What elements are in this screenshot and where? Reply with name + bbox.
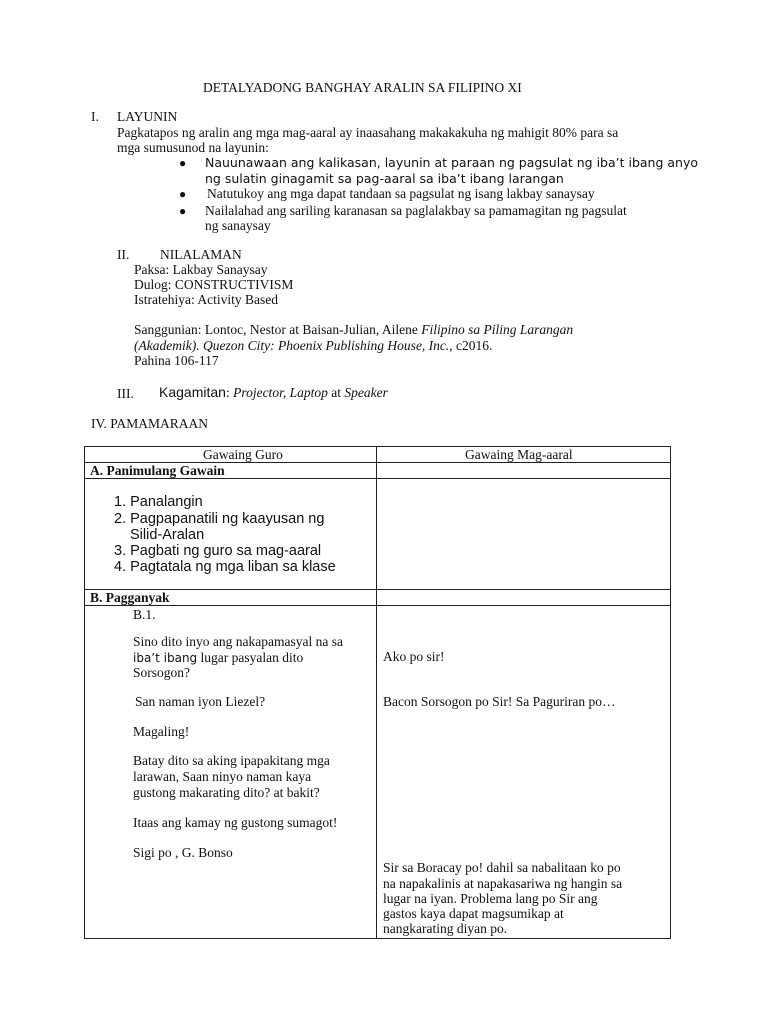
objective-2: Natutukoy ang mga dapat tandaan sa pagsulat ng isang lakbay sanaysay	[207, 186, 595, 201]
list-item: 2. Pagpapanatili ng kaayusan ng	[114, 511, 325, 527]
section1-heading: LAYUNIN	[117, 109, 178, 124]
section-a-empty-cell	[377, 463, 671, 479]
guro-question-1-rest: lugar pasyalan dito	[197, 650, 304, 665]
section2-number: II.	[117, 247, 130, 262]
pamamaraan-table	[84, 446, 671, 939]
section-a-items-cell	[85, 479, 377, 590]
section2-heading: NILALAMAN	[160, 247, 242, 262]
section-b-content-row	[85, 606, 671, 939]
reference-line1	[134, 322, 573, 338]
col2-header: Gawaing Mag-aaral	[465, 447, 573, 462]
table-header-row	[85, 447, 671, 463]
magaaral-content-cell	[377, 606, 671, 939]
section-a-heading: A. Panimulang Gawain	[90, 463, 225, 478]
guro-question-4-line1: Batay dito sa aking ipapakitang mga	[133, 753, 330, 768]
kagamitan-label: Kagamitan	[159, 384, 226, 400]
dulog: Dulog: CONSTRUCTIVISM	[134, 277, 294, 292]
section3-number: III.	[117, 386, 134, 401]
kagamitan-conj: at	[327, 385, 345, 400]
section1-intro-line1: Pagkatapos ng aralin ang mga mag-aaral ay inaasahang makakakuha ng mahigit 80% para sa	[117, 125, 619, 140]
b1-label: B.1.	[133, 607, 156, 622]
guro-question-6: Sigi po , G. Bonso	[133, 845, 233, 860]
bullet-icon: ●	[179, 187, 187, 201]
reference-year: , c2016.	[449, 338, 493, 353]
guro-question-1-line1: Sino dito inyo ang nakapamasyal na sa	[133, 634, 343, 649]
col1-header-cell	[85, 447, 377, 463]
list-item: 4. Pagtatala ng mga liban sa klase	[114, 559, 336, 575]
section-b-empty-cell	[377, 590, 671, 606]
guro-question-1-line3: Sorsogon?	[133, 665, 190, 680]
guro-question-2: San naman iyon Liezel?	[135, 694, 266, 709]
section4-heading: IV. PAMAMARAAN	[91, 416, 209, 431]
magaaral-answer-3-line5: nangkarating diyan po.	[383, 921, 508, 936]
guro-content-cell	[85, 606, 377, 939]
objective-3-line1: Nailalahad ang sariling karanasan sa paglalakbay sa pamamagitan ng pagsulat	[205, 203, 627, 218]
section-a-items-row	[85, 479, 671, 590]
reference-publisher: (Akademik). Quezon City: Phoenix Publishing House, Inc.	[134, 338, 450, 353]
guro-question-5: Itaas ang kamay ng gustong sumagot!	[133, 815, 338, 830]
col1-header: Gawaing Guro	[203, 447, 283, 462]
magaaral-answer-2: Bacon Sorsogon po Sir! Sa Paguriran po…	[383, 694, 616, 709]
list-item: Silid-Aralan	[130, 527, 205, 543]
section-b-cell	[85, 590, 377, 606]
bullet-icon: ●	[179, 204, 187, 218]
reference-prefix: Sanggunian: Lontoc, Nestor at Baisan-Julian, Ailene	[134, 322, 422, 337]
document-title: DETALYADONG BANGHAY ARALIN SA FILIPINO XI	[203, 80, 522, 95]
istratehiya: Istratehiya: Activity Based	[134, 292, 278, 307]
guro-question-3: Magaling!	[133, 724, 190, 739]
objective-1-line1: Nauunawaan ang kalikasan, layunin at paraan ng pagsulat ng iba’t ibang anyo	[205, 155, 699, 170]
kagamitan-colon: :	[225, 385, 234, 400]
guro-question-1-sans: iba’t ibang	[133, 651, 198, 665]
objective-1-line2: ng sulatin ginagamit sa pag-aaral sa iba’t ibang larangan	[205, 171, 564, 186]
objective-3-line2: ng sanaysay	[205, 218, 271, 233]
paksa: Paksa: Lakbay Sanaysay	[134, 262, 268, 277]
list-item: 1. Panalangin	[114, 494, 203, 510]
magaaral-answer-3-line4: gastos kaya dapat magsumikap at	[383, 906, 564, 921]
list-item: 3. Pagbati ng guro sa mag-aaral	[114, 543, 322, 559]
section-a-row	[85, 463, 671, 479]
col2-header-cell	[377, 447, 671, 463]
reference-book-title: Filipino sa Piling Larangan	[421, 322, 574, 337]
section-a-magaaral-cell	[377, 479, 671, 590]
kagamitan-item1: Projector, Laptop	[233, 385, 328, 400]
kagamitan-item2: Speaker	[344, 385, 388, 400]
guro-question-4-line3: gustong makarating dito? at bakit?	[133, 785, 320, 800]
magaaral-answer-3-line2: na napakalinis at napakasariwa ng hangin sa	[383, 876, 623, 891]
guro-question-1-line2	[133, 650, 303, 666]
magaaral-answer-3-line3: lugar na iyan. Problema lang po Sir ang	[383, 891, 598, 906]
section-b-row	[85, 590, 671, 606]
section-b-heading: B. Pagganyak	[90, 590, 170, 605]
magaaral-answer-1: Ako po sir!	[383, 649, 445, 664]
section-a-cell	[85, 463, 377, 479]
guro-question-4-line2: larawan, Saan ninyo naman kaya	[133, 769, 312, 784]
magaaral-answer-3-line1: Sir sa Boracay po! dahil sa nabalitaan ko po	[383, 860, 621, 875]
bullet-icon: ●	[179, 156, 187, 170]
section1-number: I.	[91, 109, 99, 124]
kagamitan-line	[159, 384, 388, 401]
pahina: Pahina 106-117	[134, 353, 219, 368]
reference-line2	[134, 338, 492, 354]
section1-intro-line2: mga sumusunod na layunin:	[117, 140, 269, 155]
